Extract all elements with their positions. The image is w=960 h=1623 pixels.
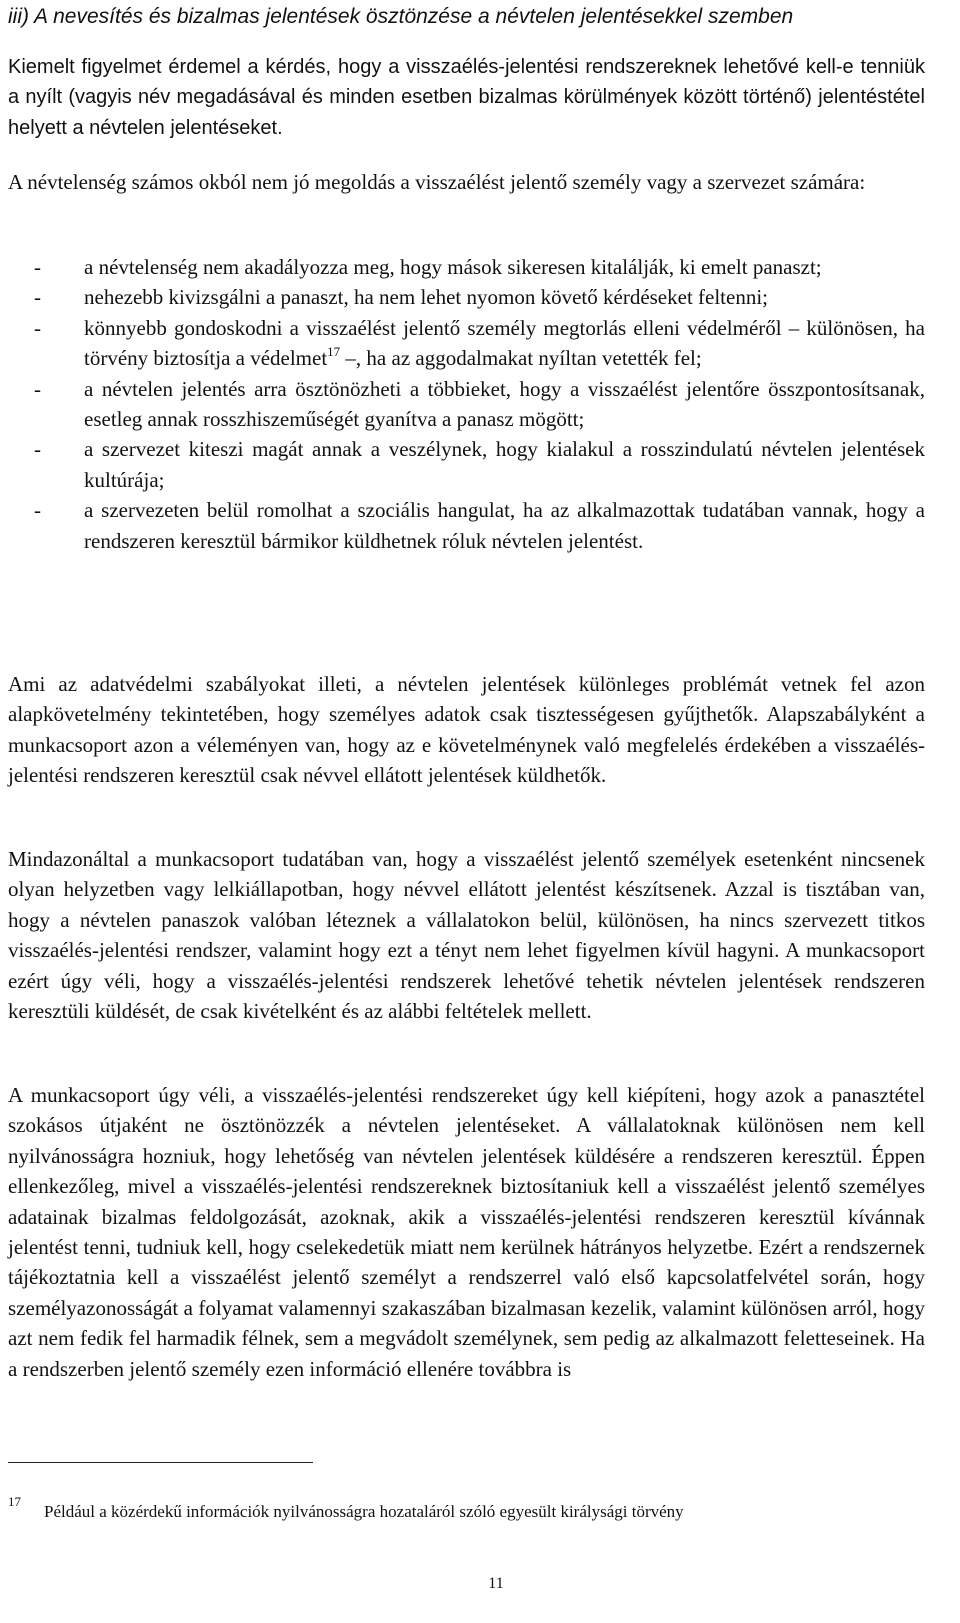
footnote-reference[interactable]: 17 bbox=[327, 344, 341, 360]
footnote-text: Például a közérdekű információk nyilvánosságra hozataláról szóló egyesült királysági törvény bbox=[44, 1502, 684, 1521]
list-dash: - bbox=[34, 255, 41, 279]
list-dash: - bbox=[34, 498, 41, 523]
list-item-text: nehezebb kivizsgálni a panaszt, ha nem lehet nyomon követő kérdéseket feltenni; bbox=[84, 285, 769, 310]
footnote-number: 17 bbox=[8, 1494, 21, 1509]
footnote-divider bbox=[8, 1462, 313, 1463]
list-item-text: a szervezet kiteszi magát annak a veszélynek, hogy kialakul a rosszindulatú névtelen jelentések kultúrája; bbox=[84, 437, 925, 492]
list-item bbox=[8, 374, 925, 435]
list-item-text: –, ha az aggodalmakat nyíltan vetették fel; bbox=[340, 346, 702, 371]
list-item bbox=[8, 282, 925, 312]
intro-paragraph: Kiemelt figyelmet érdemel a kérdés, hogy a visszaélés-jelentési rendszereknek lehetővé kell-e tenniük a nyílt (vagyis név megadásával és minden esetben bizalmas körülmények között történő) jelentéstétel helyett a névtelen jelentéseket. bbox=[8, 56, 925, 139]
list-item-text: a névtelenség nem akadályozza meg, hogy mások sikeresen kitalálják, ki emelt panaszt; bbox=[84, 255, 822, 279]
list-item-text: a névtelen jelentés arra ösztönözheti a többieket, hogy a visszaélést jelentőre összpontosítsanak, esetleg annak rosszhiszeműségét gyanítva a panasz mögött; bbox=[84, 376, 925, 432]
nevertheless-paragraph: Mindazonáltal a munkacsoport tudatában van, hogy a visszaélést jelentő személyek esetenként nincsenek olyan helyzetben vagy lelkiállapotban, hogy névvel ellátott jelentést készítsenek. Azzal is tisztában van, hogy a névtelen panaszok valóban léteznek a vállalatokon belül, különösen, ha nincs szervezett titkos visszaélés-jelentési rendszer, valamint hogy ezt a tényt nem lehet figyelmen kívül hagyni. A munkacsoport ezért úgy véli, hogy a visszaélés-jelentési rendszerek lehetővé tehetik névtelen jelentések rendszeren keresztüli küldését, de csak kivételként és az alábbi feltételek mellett. bbox=[8, 847, 925, 1024]
page-number: 11 bbox=[488, 1575, 504, 1592]
reasons-list bbox=[8, 252, 925, 556]
list-dash: - bbox=[34, 315, 41, 340]
data-protection-paragraph: Ami az adatvédelmi szabályokat illeti, a névtelen jelentések különleges problémát vetnek fel azon alapkövetelmény tekintetében, hogy személyes adatok csak tisztességesen gyűjthetők. Alapszabályként a munkacsoport azon a véleményen van, hogy az e követelménynek való megfelelés érdekében a visszaélés-jelentési rendszeren keresztül csak névvel ellátott jelentések küldhetők. bbox=[8, 672, 925, 788]
reasons-intro-paragraph: A névtelenség számos okból nem jó megoldás a visszaélést jelentő személy vagy a szervezet számára: bbox=[8, 170, 866, 194]
list-item bbox=[8, 434, 925, 495]
list-dash: - bbox=[34, 285, 41, 310]
list-dash: - bbox=[34, 437, 41, 462]
list-item bbox=[8, 252, 925, 282]
section-heading: iii) A nevesítés és bizalmas jelentések ösztönzése a névtelen jelentésekkel szemben bbox=[8, 5, 794, 28]
list-item-text: könnyebb gondoskodni a visszaélést jelentő személy megtorlás elleni védelméről – különösen, ha törvény biztosítja a védelmet bbox=[84, 315, 925, 371]
list-item-text: a szervezeten belül romolhat a szociális hangulat, ha az alkalmazottak tudatában vannak, hogy a rendszeren keresztül bármikor küldhetnek róluk névtelen jelentést. bbox=[84, 498, 925, 553]
list-item bbox=[8, 313, 925, 374]
list-dash: - bbox=[34, 376, 41, 401]
system-design-paragraph: A munkacsoport úgy véli, a visszaélés-jelentési rendszereket úgy kell kiépíteni, hogy azok a panasztétel szokásos útjaként ne ösztönözzék a névtelen jelentéseket. A vállalatoknak különösen nem kell nyilvánosságra hozniuk, hogy lehetőség van névtelen jelentések küldésére a rendszeren keresztül. Éppen ellenkezőleg, mivel a visszaélés-jelentési rendszereknek biztosítaniuk kell a visszaélést jelentő személyes adatainak bizalmas feldolgozását, azoknak, akik a visszaélés-jelentési rendszeren keresztül kívánnak jelentést tenni, tudniuk kell, hogy cselekedetük miatt nem kerülnek hátrányos helyzetbe. Ezért a rendszernek tájékoztatnia kell a visszaélést jelentő személyt a rendszerrel való első kapcsolatfelvétel során, hogy személyazonosságát a folyamat valamennyi szakaszában bizalmasan kezelik, valamint különösen arról, hogy azt nem fedik fel harmadik félnek, sem a megvádolt személynek, sem pedig az alkalmazott feletteseinek. Ha a rendszerben jelentő személy ezen információ ellenére továbbra is bbox=[8, 1083, 925, 1381]
list-item bbox=[8, 495, 925, 556]
